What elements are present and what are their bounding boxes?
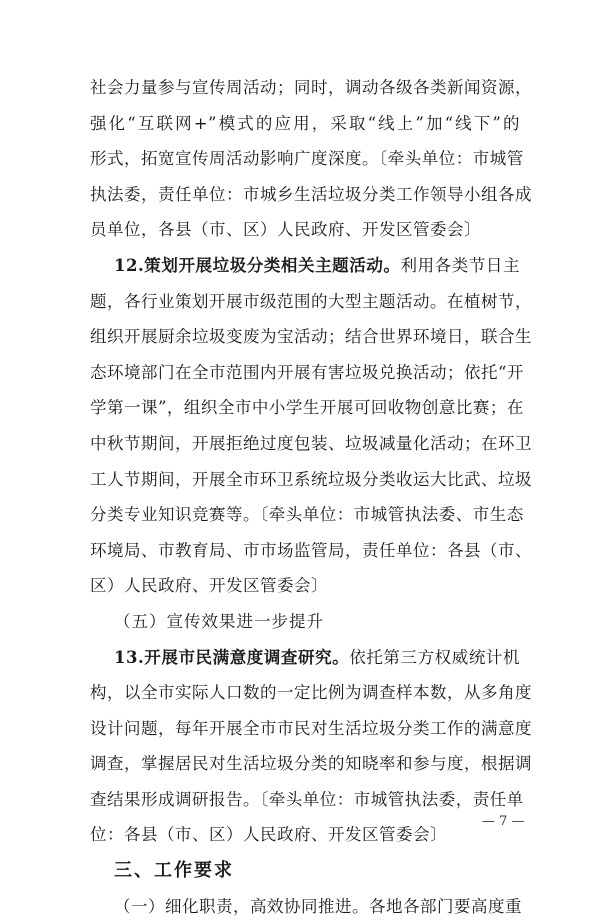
text-line: 分类专业知识竞赛等。〔牵头单位：市城管执法委、市生态 bbox=[90, 505, 524, 525]
text-line: 形式，拓宽宣传周活动影响广度深度。〔牵头单位：市城管 bbox=[90, 149, 524, 169]
sub-1-text: 各地各部门要高度重 bbox=[369, 896, 522, 916]
item-13-first-line bbox=[90, 640, 520, 676]
text-line: 态环境部门在全市范围内开展有害垃圾兑换活动；依托“开 bbox=[90, 362, 524, 382]
text-line: 区）人民政府、开发区管委会〕 bbox=[90, 576, 328, 596]
item-12-text: 利用各类节日主 bbox=[400, 255, 521, 275]
text-line: 调查，掌握居民对生活垃圾分类的知晓率和参与度，根据调 bbox=[90, 754, 532, 774]
text-line: 构，以全市实际人口数的一定比例为调查样本数，从多角度 bbox=[90, 683, 532, 703]
text-line: 学第一课”，组织全市中小学生开展可回收物创意比赛；在 bbox=[90, 398, 524, 418]
item-12-title: 12.策划开展垃圾分类相关主题活动。 bbox=[114, 255, 401, 275]
text-line: 中秋节期间，开展拒绝过度包装、垃圾减量化活动；在环卫 bbox=[90, 433, 532, 453]
text-line: 题，各行业策划开展市级范围的大型主题活动。在植树节， bbox=[90, 291, 532, 311]
page-number: — 7 — bbox=[482, 814, 525, 829]
text-line: 环境局、市教育局、市市场监管局，责任单位：各县（市、 bbox=[90, 540, 532, 560]
text-line: 查结果形成调研报告。〔牵头单位：市城管执法委，责任单 bbox=[90, 789, 524, 809]
section-5-heading: （五）宣传效果进一步提升 bbox=[114, 611, 324, 631]
text-line: 执法委，责任单位：市城乡生活垃圾分类工作领导小组各成 bbox=[90, 184, 532, 204]
sub-1-first-line bbox=[90, 889, 520, 924]
item-12-first-line bbox=[90, 248, 520, 284]
document-body bbox=[90, 70, 532, 924]
text-line: 强化“互联网+”模式的应用，采取“线上”加“线下”的 bbox=[90, 113, 520, 133]
item-13-text: 依托第三方权威统计机 bbox=[349, 647, 520, 667]
text-line: 社会力量参与宣传周活动；同时，调动各级各类新闻资源， bbox=[90, 78, 532, 97]
text-line: 工人节期间，开展全市环卫系统垃圾分类收运大比武、垃圾 bbox=[90, 469, 532, 489]
text-line: 位：各县（市、区）人民政府、开发区管委会〕 bbox=[90, 825, 447, 845]
text-line: 员单位，各县（市、区）人民政府、开发区管委会〕 bbox=[90, 220, 481, 240]
text-line: 设计问题，每年开展全市市民对生活垃圾分类工作的满意度 bbox=[90, 718, 532, 738]
item-13-title: 13.开展市民满意度调查研究。 bbox=[114, 647, 350, 667]
text-line: 组织开展厨余垃圾变废为宝活动；结合世界环境日，联合生 bbox=[90, 327, 532, 347]
sub-1-title: （一）细化职责，高效协同推进。 bbox=[114, 896, 369, 916]
section-3-heading: 三、工作要求 bbox=[114, 860, 234, 882]
